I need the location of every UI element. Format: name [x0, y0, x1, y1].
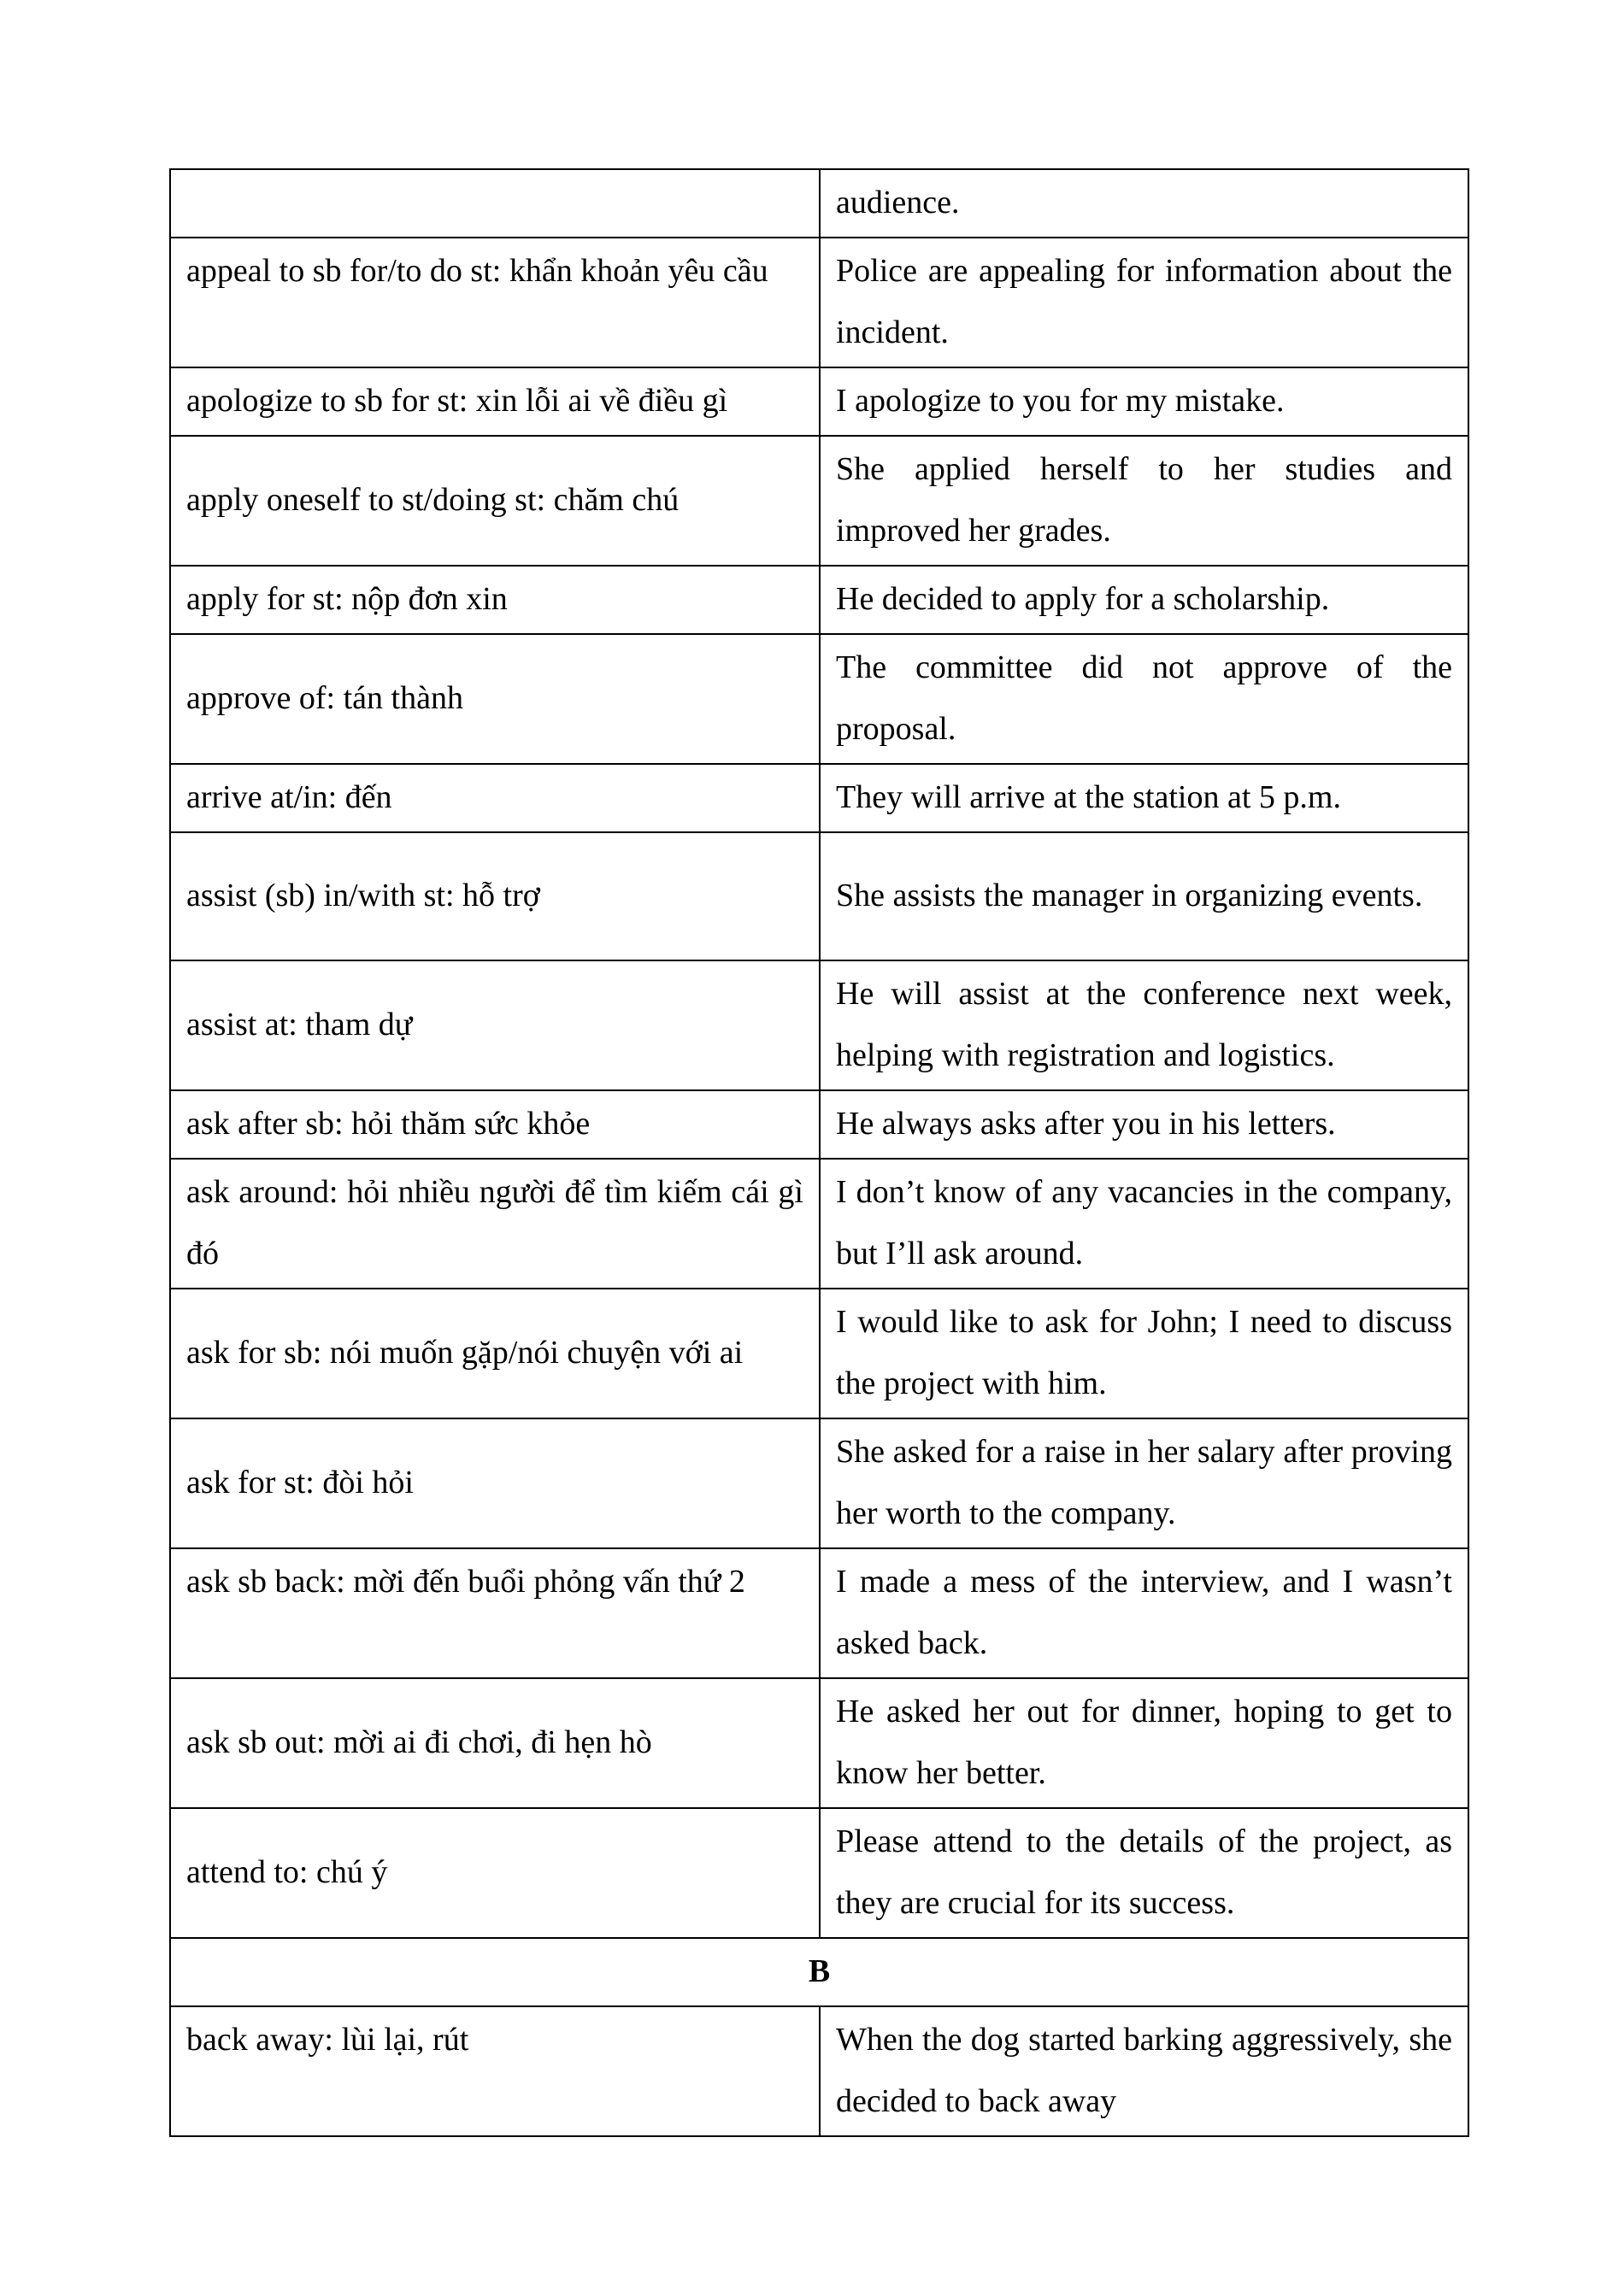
example-cell: She asked for a raise in her salary after proving her worth to the company. — [820, 1418, 1468, 1548]
table-row — [170, 764, 1468, 832]
example-cell: audience. — [820, 169, 1468, 238]
example-cell: They will arrive at the station at 5 p.m. — [820, 764, 1468, 832]
term-cell: ask after sb: hỏi thăm sức khỏe — [170, 1090, 820, 1159]
example-cell: He always asks after you in his letters. — [820, 1090, 1468, 1159]
term-cell: appeal to sb for/to do st: khẩn khoản yêu cầu — [170, 238, 820, 367]
table-row — [170, 1548, 1468, 1678]
vocabulary-table — [169, 168, 1469, 2137]
table-row — [170, 436, 1468, 566]
table-row — [170, 238, 1468, 367]
example-cell: I apologize to you for my mistake. — [820, 367, 1468, 436]
term-cell: ask for sb: nói muốn gặp/nói chuyện với ai — [170, 1289, 820, 1418]
table-row — [170, 169, 1468, 238]
term-cell: approve of: tán thành — [170, 634, 820, 764]
term-cell: ask around: hỏi nhiều người để tìm kiếm cái gì đó — [170, 1159, 820, 1289]
table-row — [170, 832, 1468, 960]
example-cell: She applied herself to her studies and improved her grades. — [820, 436, 1468, 566]
table-row — [170, 1418, 1468, 1548]
example-cell: She assists the manager in organizing events. — [820, 832, 1468, 960]
term-cell: apply oneself to st/doing st: chăm chú — [170, 436, 820, 566]
example-cell: I made a mess of the interview, and I wasn’t asked back. — [820, 1548, 1468, 1678]
term-cell: assist (sb) in/with st: hỗ trợ — [170, 832, 820, 960]
table-row — [170, 1808, 1468, 1938]
table-row — [170, 1678, 1468, 1808]
example-cell: When the dog started barking aggressively, she decided to back away — [820, 2006, 1468, 2136]
table-row — [170, 1159, 1468, 1289]
example-cell: He decided to apply for a scholarship. — [820, 566, 1468, 634]
term-cell: ask for st: đòi hỏi — [170, 1418, 820, 1548]
example-cell: He asked her out for dinner, hoping to get to know her better. — [820, 1678, 1468, 1808]
term-cell: assist at: tham dự — [170, 960, 820, 1090]
table-row — [170, 1289, 1468, 1418]
term-cell — [170, 169, 820, 238]
table-row — [170, 2006, 1468, 2136]
example-cell: I don’t know of any vacancies in the company, but I’ll ask around. — [820, 1159, 1468, 1289]
example-cell: The committee did not approve of the proposal. — [820, 634, 1468, 764]
term-cell: attend to: chú ý — [170, 1808, 820, 1938]
example-cell: I would like to ask for John; I need to discuss the project with him. — [820, 1289, 1468, 1418]
section-heading-b: B — [170, 1938, 1468, 2006]
example-cell: Police are appealing for information about the incident. — [820, 238, 1468, 367]
example-cell: Please attend to the details of the project, as they are crucial for its success. — [820, 1808, 1468, 1938]
term-cell: arrive at/in: đến — [170, 764, 820, 832]
table-row — [170, 1090, 1468, 1159]
table-row — [170, 634, 1468, 764]
term-cell: ask sb out: mời ai đi chơi, đi hẹn hò — [170, 1678, 820, 1808]
section-header-row — [170, 1938, 1468, 2006]
table-row — [170, 367, 1468, 436]
table-row — [170, 960, 1468, 1090]
term-cell: back away: lùi lại, rút — [170, 2006, 820, 2136]
table-row — [170, 566, 1468, 634]
term-cell: ask sb back: mời đến buổi phỏng vấn thứ 2 — [170, 1548, 820, 1678]
example-cell: He will assist at the conference next week, helping with registration and logistics. — [820, 960, 1468, 1090]
term-cell: apply for st: nộp đơn xin — [170, 566, 820, 634]
term-cell: apologize to sb for st: xin lỗi ai về điều gì — [170, 367, 820, 436]
